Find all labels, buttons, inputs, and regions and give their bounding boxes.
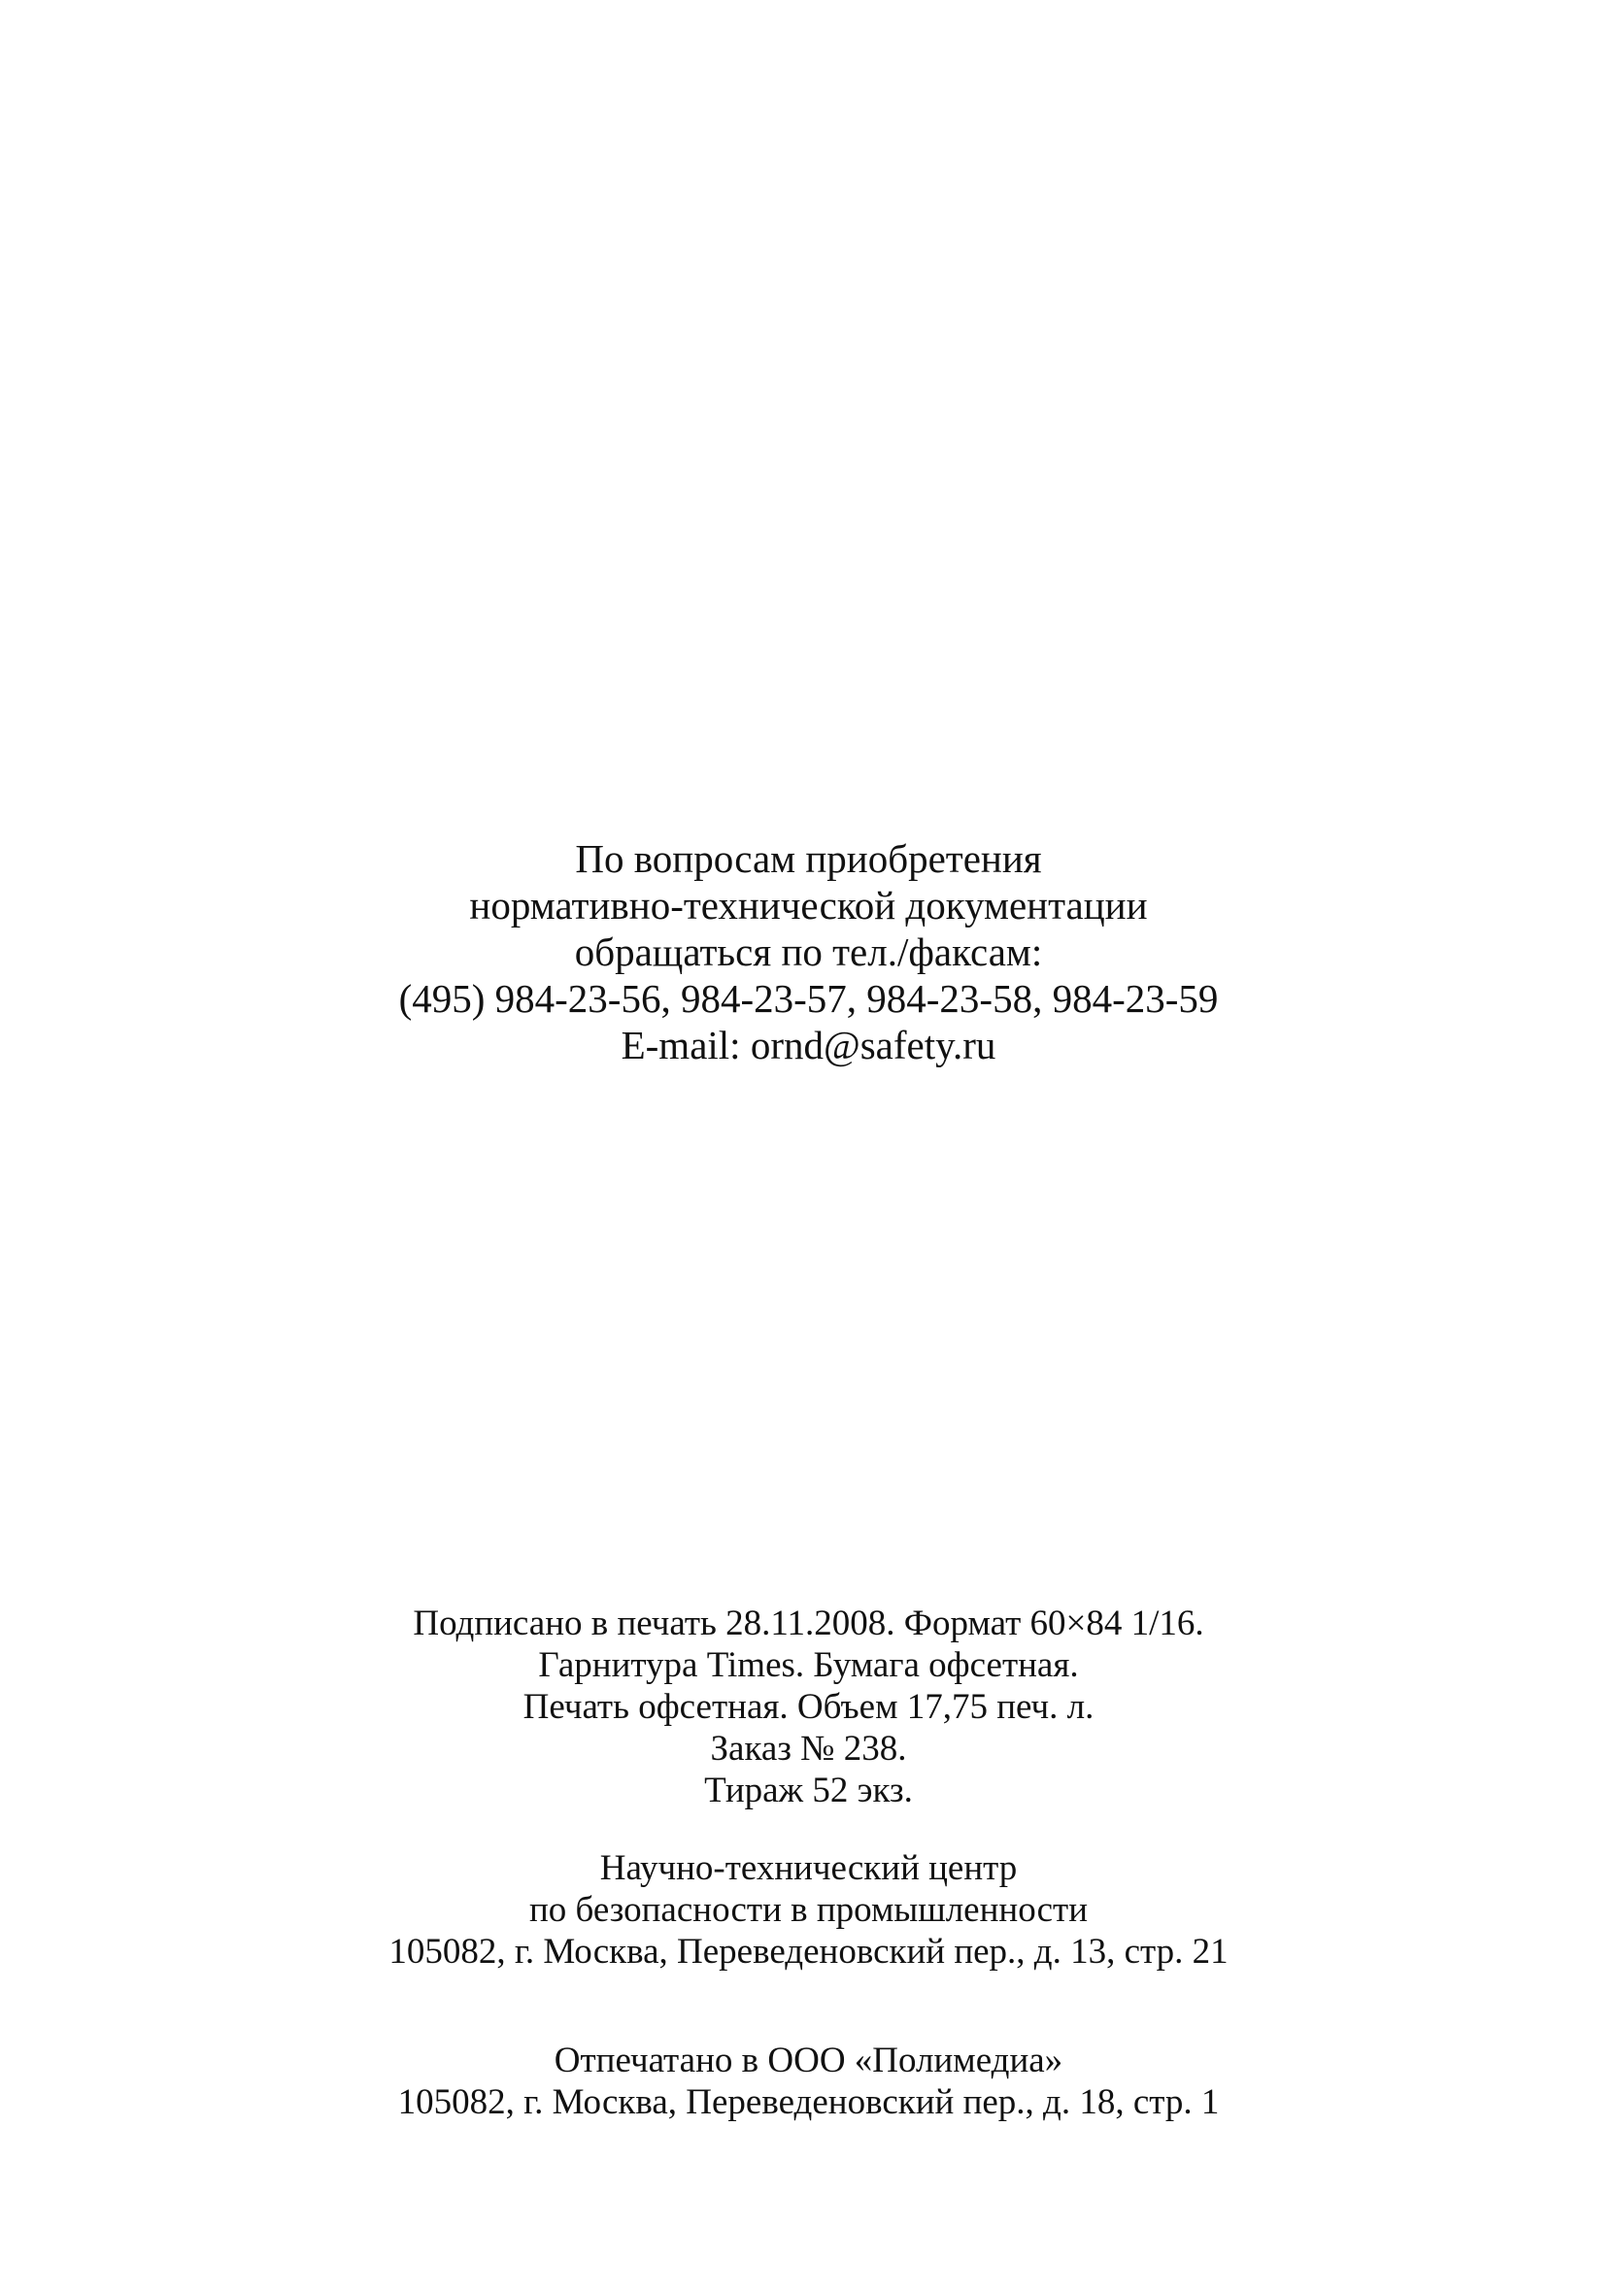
printer-address: 105082, г. Москва, Переведеновский пер., д. 18, стр. 1 xyxy=(397,2082,1220,2122)
publisher-name-line-1: Научно-технический центр xyxy=(599,1848,1018,1888)
purchase-contact-block xyxy=(0,835,1617,1068)
imprint-order-number: Заказ № 238. xyxy=(710,1729,907,1769)
imprint-typeface-paper: Гарнитура Times. Бумага офсетная. xyxy=(538,1645,1079,1685)
email-address: E-mail: ornd@safety.ru xyxy=(621,1023,996,1067)
printer-block xyxy=(0,2040,1617,2123)
publisher-name-line-2: по безопасности в промышленности xyxy=(528,1890,1089,1930)
printer-name: Отпечатано в ООО «Полимедиа» xyxy=(554,2041,1063,2080)
contact-heading-line-1: По вопросам приобретения xyxy=(575,836,1042,881)
publisher-block xyxy=(0,1847,1617,1973)
publisher-address: 105082, г. Москва, Переведеновский пер., д. 13, стр. 21 xyxy=(388,1932,1229,1972)
imprint-print-run: Тираж 52 экз. xyxy=(704,1771,913,1810)
contact-heading-line-2: нормативно-технической документации xyxy=(469,883,1148,928)
contact-heading-line-3: обращаться по тел./факсам: xyxy=(574,929,1043,974)
imprint-print-volume: Печать офсетная. Объем 17,75 печ. л. xyxy=(522,1687,1095,1727)
phone-numbers: (495) 984-23-56, 984-23-57, 984-23-58, 984-23-59 xyxy=(398,976,1219,1021)
print-imprint-block xyxy=(0,1603,1617,1811)
imprint-signed-date-format: Подписано в печать 28.11.2008. Формат 60×84 1/16. xyxy=(413,1604,1204,1643)
